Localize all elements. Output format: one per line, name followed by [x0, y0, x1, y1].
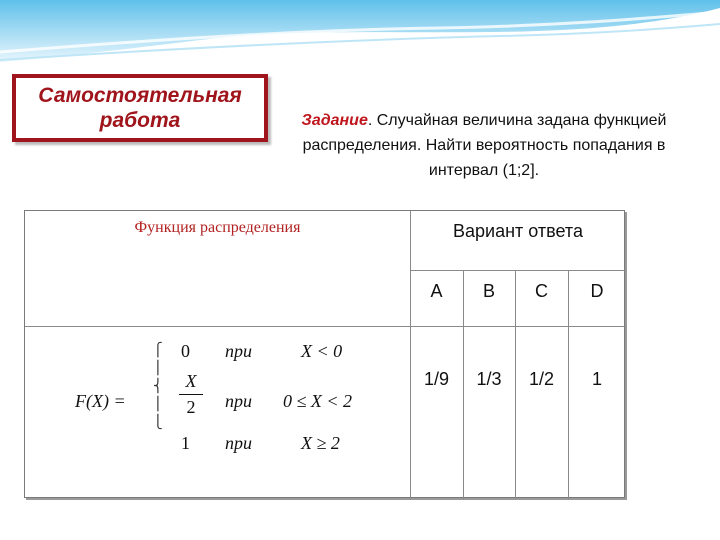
task-text: . Случайная величина задана функцией распределения. Найти вероятность попадания в интервал (1;2]. [302, 112, 667, 179]
task-statement [284, 108, 684, 183]
formula-brace: ⎧ ⎪ ⎨ ⎪ ⎩ [153, 342, 163, 429]
formula-row1-condition: X < 0 [301, 341, 343, 361]
formula-row2-condition: 0 ≤ X < 2 [283, 391, 353, 411]
formula-row1-value: 0 [181, 341, 190, 361]
row-divider-body [25, 326, 626, 327]
formula-row2-fraction [179, 371, 203, 418]
formula-row1-word: при [225, 341, 252, 361]
fraction-bar [179, 394, 203, 395]
variants-column-header: Вариант ответа [453, 221, 583, 241]
formula-row3-condition: X ≥ 2 [301, 433, 340, 453]
answer-a: 1/9 [423, 369, 450, 389]
fraction-denominator: 2 [186, 397, 196, 417]
letter-b: B [482, 281, 495, 301]
answer-c: 1/2 [528, 369, 555, 389]
formula-row3-value: 1 [181, 433, 190, 453]
independent-work-label [12, 74, 268, 142]
formula-row3-word: при [225, 433, 252, 453]
answer-d: 1 [591, 369, 602, 389]
header-wave-decoration [0, 0, 720, 70]
answer-b: 1/3 [476, 369, 502, 389]
letter-c: C [535, 281, 548, 301]
letter-a: A [430, 281, 443, 301]
task-lead: Задание [301, 112, 368, 129]
letter-d: D [590, 281, 604, 301]
answer-table [24, 210, 625, 498]
formula-lhs: F(X) = [75, 391, 126, 411]
function-column-header: Функция распределения [134, 219, 301, 236]
independent-work-text: Самостоятельная работа [38, 84, 242, 132]
row-divider-letters [410, 270, 626, 271]
formula-row2-word: при [225, 391, 252, 411]
fraction-numerator: X [185, 371, 197, 391]
column-divider-main [410, 211, 411, 499]
